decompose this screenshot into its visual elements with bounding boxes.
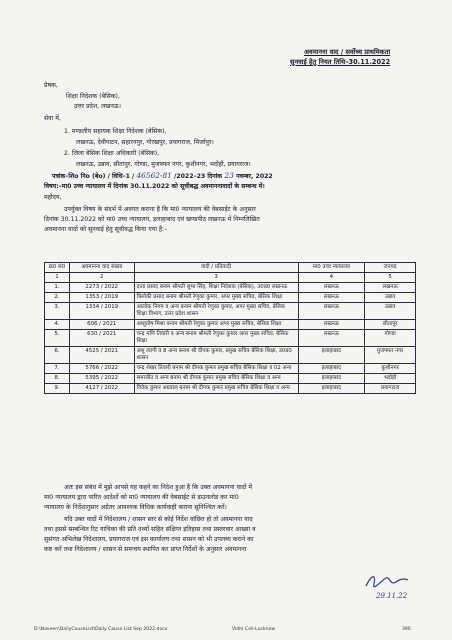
case-court: इलाहाबाद: [298, 384, 365, 394]
case-number: 4127 / 2022: [69, 384, 134, 394]
case-parties: अंशु त्यागी व 8 अन्य बनाम श्री दीपक कुमार, प्रमुख सचिव बेसिक शिक्षा, उ0प्र0 शासन: [134, 347, 298, 364]
recipient-1-title: 1. मण्डलीय सहायक शिक्षा निदेशक (बेसिक),: [64, 128, 167, 135]
col-header-sn: क्र0 सं0: [45, 263, 70, 273]
col-number: 4: [298, 273, 365, 283]
case-district: गोण्डा: [365, 330, 416, 347]
col-header-court: मा0 उच्च न्यायालय: [298, 263, 365, 273]
sender-line-1: शिक्षा निदेशक (बेसिक),: [66, 93, 120, 100]
case-parties: दाता प्रसाद बनाम श्रीमती सुभा सिंह, शिक्षा निदेशक (बेसिक), उ0प्र0 लखनऊ: [134, 283, 298, 293]
patrank-text: पत्रांक–शिo निo (बेo) / विधि–1 /: [52, 173, 135, 180]
col-header-case: अवमानना वाद संख्या: [69, 263, 134, 273]
case-court: लखनऊ: [298, 303, 365, 320]
signature-date: 29.11.22: [376, 592, 408, 600]
handwritten-signature: [362, 570, 412, 594]
case-district: प्रयागराज: [365, 384, 416, 394]
case-serial-number: 1.: [45, 283, 70, 293]
case-number: 5395 / 2022: [69, 374, 134, 384]
footer-cell-name: Vidhi Cell-Lucknow: [232, 627, 276, 632]
para2-line-2: मा0 न्यायालय द्वारा पारित आदेशों को मा0 न्यायालय की वेबसाईट से डाउनलोड कर मा0: [44, 494, 239, 501]
recipient-2-title: 2. जिला बेसिक शिक्षा अधिकारी (बेसिक),: [64, 150, 160, 157]
date-handwritten: 23: [224, 171, 234, 180]
case-serial-number: 5.: [45, 330, 70, 347]
sender-line-2: उत्तर प्रदेश, लखनऊ।: [74, 103, 122, 110]
case-number: 1353 / 2019: [69, 293, 134, 303]
case-court: इलाहाबाद: [298, 347, 365, 364]
table-header-row: [45, 263, 416, 273]
col-number: 3: [134, 273, 298, 283]
para2-line-3: न्यायालय के निर्देशानुसार अग्रेतर आवश्यक विधिक कार्यवाही कराना सुनिश्चित करें।: [44, 504, 227, 511]
patrank-line: [52, 172, 273, 181]
case-court: लखनऊ: [298, 330, 365, 347]
case-district: सीतापुर: [365, 320, 416, 330]
patrank-year: /2022–23 दिनांक: [174, 173, 223, 180]
col-header-district: जनपद: [365, 263, 416, 273]
case-parties: त्रिलोकी प्रसाद बनाम श्रीमती रेणुका कुमार, अपर मुख्य सचिव, बेसिक शिक्षा: [134, 293, 298, 303]
case-number: 4525 / 2021: [69, 347, 134, 364]
table-row: [45, 303, 416, 320]
case-court: इलाहाबाद: [298, 374, 365, 384]
case-number: 1334 / 2019: [69, 303, 134, 320]
col-number: 1: [45, 273, 70, 283]
subject-line: विषय:–मा0 उच्च न्यायालय में दिनांक 30.11.2022 को सूचीबद्ध अवमाननावादों के सम्बन्ध में।: [44, 183, 265, 190]
table-col-number-row: [45, 273, 416, 283]
case-serial-number: 2.: [45, 293, 70, 303]
case-number: 630 / 2021: [69, 330, 134, 347]
table-row: [45, 384, 416, 394]
case-parties: विवेक कुमार अग्रवाल बनाम श्री दीपक कुमार प्रमुख सचिव बेसिक शिक्षा व अन्य: [134, 384, 298, 394]
seva-label: सेवा में,: [44, 115, 61, 122]
case-number: 5766 / 2022: [69, 364, 134, 374]
contempt-cases-table: [44, 262, 416, 394]
col-header-party: वादी / प्रतिवादी: [134, 263, 298, 273]
case-district: भदोही: [365, 374, 416, 384]
case-district: कुशीनगर: [365, 364, 416, 374]
para3-line-4: कष्ट करें तथा निदेशालय / शासन से समन्वय स्थापित कर प्राप्त निर्देशों के अनुसार अवमानना: [44, 546, 247, 553]
para3-line-3: सुसंगत अभिलेख निदेशालय, प्रयागराज एवं इस कार्यालय तथा शासन को भी उपलब्ध कराने का: [44, 536, 254, 543]
case-court: इलाहाबाद: [298, 364, 365, 374]
case-serial-number: 8.: [45, 374, 70, 384]
col-number: 5: [365, 273, 416, 283]
table-row: [45, 347, 416, 364]
table-row: [45, 374, 416, 384]
case-parties: आशुतोष मिश्रा बनाम श्रीमती रेणुका कुमार अपर मुख्य सचिव, बेसिक शिक्षा: [134, 320, 298, 330]
case-serial-number: 4.: [45, 320, 70, 330]
case-district: उन्नाव: [365, 303, 416, 320]
table-row: [45, 293, 416, 303]
case-number: 2273 / 2022: [69, 283, 134, 293]
case-district: मुजफ्फर नगर: [365, 347, 416, 364]
case-parties: आलोक निगम व अन्य बनाम श्रीमती रेणुका कुमार, अपर मुख्य सचिव, बेसिक शिक्षा विभाग, उत्तर प्रदेश शासन: [134, 303, 298, 320]
footer-page-number: 396: [402, 627, 411, 632]
para3-line-2: तथा इससे सम्बन्धित रिट याचिका की प्रति तथ्यों सहित संक्षिप्त इतिहास तथा प्रस्तरवार आख्या व: [44, 526, 256, 533]
case-district: लखनऊ: [365, 283, 416, 293]
para2-line-1: अतः इस संबंध में मुझे आपसे यह कहने का निदेश हुआ है कि उक्त अवमानना वादों में: [64, 484, 253, 491]
patrank-handwritten: 46562-81: [136, 171, 172, 180]
table-row: [45, 364, 416, 374]
case-court: लखनऊ: [298, 320, 365, 330]
table-row: [45, 283, 416, 293]
case-parties: चन्द्र शेखर तिवारी बनाम श्री दीपक कुमार प्रमुख सचिव बेसिक शिक्षा व 02 अन्य: [134, 364, 298, 374]
para1-line-1: उपर्युक्त विषय के संदर्भ में अवगत कराना है कि मा0 न्यायालय की वेबसाईट के अनुसार: [64, 206, 256, 213]
col-number: 2: [69, 273, 134, 283]
footer-file-path: D:\Naveen\DailyCauseList\Daily Cause List Sep 2022.docx: [34, 627, 168, 632]
case-serial-number: 7.: [45, 364, 70, 374]
case-district: उन्नाव: [365, 293, 416, 303]
date-month-year: नवम्बर, 2022: [236, 173, 273, 180]
para1-line-3: अवमानना वादों को सुनवाई हेतु सूचीबद्ध किया गया है:–: [44, 226, 168, 233]
table-row: [45, 330, 416, 347]
case-parties: समाजीत व अन्य बनाम श्री दीपक कुमार प्रमुख सचिव बेसिक शिक्षा व अन्य: [134, 374, 298, 384]
preshak-label: प्रेषक,: [44, 82, 58, 89]
case-court: लखनऊ: [298, 293, 365, 303]
priority-heading: अवमानना वाद / सर्वोच्च प्राथमिकता: [304, 48, 391, 56]
case-serial-number: 6.: [45, 347, 70, 364]
hearing-date-heading: सुनवाई हेतु नियत तिथि–30.11.2022: [290, 58, 391, 66]
case-serial-number: 3.: [45, 303, 70, 320]
case-parties: चन्द्र मणि तिवारी व अन्य बनाम श्रीमती रेणुका कुमार अपर मुख्य सचिव, बेसिक शिक्षा: [134, 330, 298, 347]
case-number: 606 / 2021: [69, 320, 134, 330]
para1-line-2: दिनांक 30.11.2022 को मा0 उच्च न्यायालय, इलाहाबाद एवं खण्डपीठ लखनऊ में निम्नलिखित: [44, 216, 260, 223]
recipient-1-places: लखनऊ, देवीपाटन, सहारनपुर, गोरखपुर, प्रयागराज, मिर्जापुर।: [76, 139, 214, 146]
para3-line-1: यदि उक्त वादों में निदेशालय / शासन स्तर से कोई निर्देश वांछित हो तो अवमानना वाद: [64, 516, 253, 523]
case-court: लखनऊ: [298, 283, 365, 293]
case-serial-number: 9.: [45, 384, 70, 394]
salutation: महोदय,: [44, 194, 62, 201]
table-row: [45, 320, 416, 330]
table-body: [45, 283, 416, 394]
recipient-2-places: लखनऊ, उन्नाव, सीतापुर, गोण्डा, मुजफ्फर नगर, कुशीनगर, भदोही, प्रयागराज।: [76, 161, 251, 168]
